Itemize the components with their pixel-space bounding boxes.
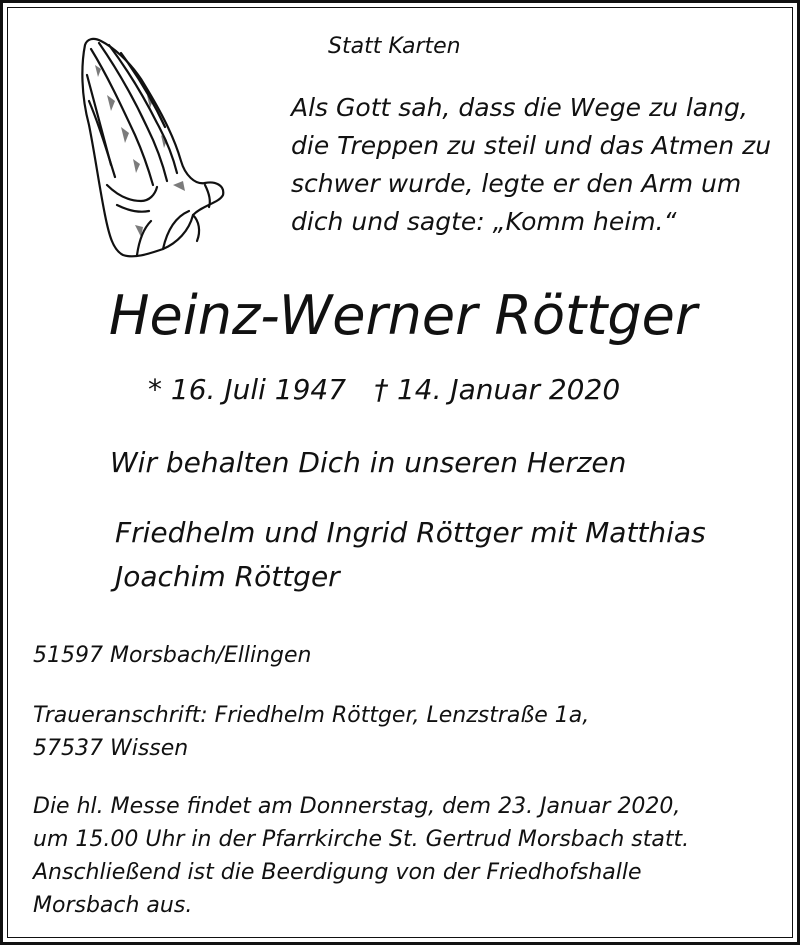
service-info — [33, 790, 689, 922]
service-line: Die hl. Messe findet am Donnerstag, dem 23. Januar 2020, — [33, 794, 681, 819]
mourner-line: Joachim Röttger — [115, 560, 340, 593]
address-line: Traueranschrift: Friedhelm Röttger, Lenzstraße 1a, — [33, 703, 590, 728]
service-line: Anschließend ist die Beerdigung von der Friedhofshalle — [33, 860, 642, 885]
poem — [291, 89, 771, 241]
mourning-address — [33, 699, 589, 765]
praying-hands-icon — [77, 35, 227, 261]
place: 51597 Morsbach/Ellingen — [33, 643, 312, 668]
poem-line: die Treppen zu steil und das Atmen zu — [291, 131, 772, 160]
birth-date: * 16. Juli 1947 — [148, 373, 347, 406]
deceased-name: Heinz-Werner Röttger — [108, 284, 698, 347]
poem-line: dich und sagte: „Komm heim.“ — [291, 207, 677, 236]
mourners — [115, 511, 706, 599]
statt-karten-label: Statt Karten — [328, 34, 461, 59]
poem-line: schwer wurde, legte er den Arm um — [291, 169, 742, 198]
death-date: † 14. Januar 2020 — [374, 373, 621, 406]
address-line: 57537 Wissen — [33, 736, 189, 761]
motto: Wir behalten Dich in unseren Herzen — [110, 446, 627, 479]
mourner-line: Friedhelm und Ingrid Röttger mit Matthias — [115, 516, 706, 549]
poem-line: Als Gott sah, dass die Wege zu lang, — [291, 93, 748, 122]
life-dates — [148, 373, 620, 406]
service-line: um 15.00 Uhr in der Pfarrkirche St. Gertrud Morsbach statt. — [33, 827, 690, 852]
service-line: Morsbach aus. — [33, 893, 193, 918]
